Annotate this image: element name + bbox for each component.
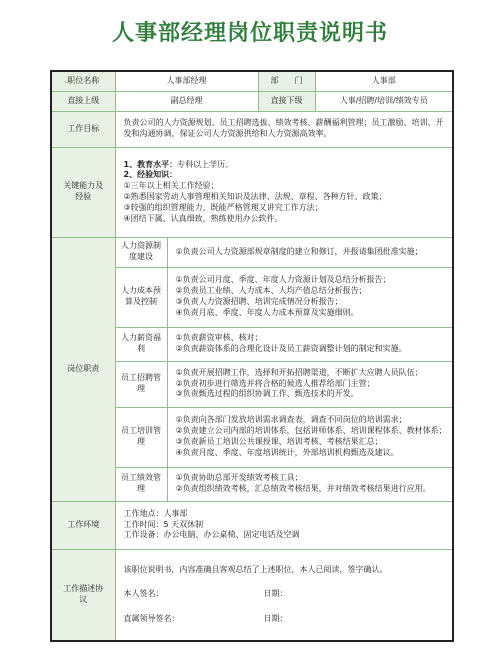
duty-item: ④负责月度、季度、年度培训统计，外部培训机构甄选及建议。: [175, 447, 399, 457]
agreement-content: [115, 549, 453, 641]
environment-time: 工作时间：5 天双休制: [123, 519, 204, 529]
environment-equipment: 工作设备：办公电脑、办公桌椅、固定电话及空调: [123, 530, 300, 540]
subordinate-label: 直接下级: [258, 91, 315, 111]
knowledge-title: 2、经验知识：: [123, 170, 178, 180]
duty-item: ③负责甄选过程的组织协调工作、甄选技术的开发。: [175, 389, 359, 399]
superior-value: 副总经理: [115, 91, 258, 111]
dept-value: 人事部: [315, 71, 453, 91]
duty-item: ①负责协助总部开发绩效考核工具；: [175, 473, 303, 483]
duty-group-name: 人力薪资福利: [115, 327, 167, 361]
agreement-label-text: 工作描述协议: [63, 583, 104, 604]
position-value: 人事部经理: [115, 71, 258, 91]
duty-group-items: [167, 267, 453, 327]
knowledge-item: ③较强的组织管理能力，既能严格管理又讲究工作方法；: [123, 202, 323, 212]
duty-group-name: 员工绩效管理: [115, 467, 167, 501]
duty-item: ①负责公司人力资源部规章制度的建立和修订，并报请集团批准实施；: [175, 246, 423, 256]
education-title: 1、教育水平：: [123, 159, 178, 169]
duty-group-name: 人力成本预算及控制: [115, 267, 167, 327]
duty-item: ②负责组织绩效考核，汇总绩效考核结果，并对绩效考核结果进行应用。: [175, 484, 431, 493]
duty-item: ④负责月底、季度、年度人力成本预算及实施细则。: [175, 307, 359, 317]
ability-content: [115, 147, 453, 237]
leader-date-label: 日期：: [263, 614, 288, 624]
self-signature-label: 本人签名：: [123, 589, 164, 599]
duty-item: ①负责向各部门发放培训需求调查表，调查不同岗位的培训需求；: [175, 415, 407, 425]
duty-item: ③负责新员工培训公共课授课、培训考核、考核结果汇总；: [175, 437, 383, 446]
duty-item: ②负责建立公司内部的培训体系，包括讲师体系、培训课程体系、教材体系；: [175, 426, 447, 436]
duty-group-name: 员工培训管理: [115, 407, 167, 467]
environment-label: 工作环境: [51, 501, 115, 549]
duty-item: ②负责薪资体系的合理化设计及员工薪资调整计划的制定和实施。: [175, 344, 407, 353]
environment-place: 工作地点：人事部: [123, 508, 188, 518]
duty-item: ①负责开展招聘工作，选择和开拓招聘渠道，不断扩大应聘人员队伍；: [175, 367, 423, 377]
goal-label: 工作目标: [51, 111, 115, 147]
duty-group-name: 员工招聘管理: [115, 361, 167, 407]
superior-label: 直接上级: [51, 91, 115, 111]
page-title: 人事部经理岗位职责说明书: [111, 21, 388, 46]
education-value: 专科以上学历。: [177, 159, 234, 169]
duty-group-items: [167, 467, 453, 501]
duty-item: ①负责薪资审核、核对；: [175, 333, 263, 343]
ability-label: [51, 147, 115, 237]
duties-label: 岗位职责: [51, 237, 115, 501]
duty-group-items: [167, 237, 453, 267]
position-label: 职位名称: [51, 71, 115, 91]
knowledge-item: ②熟悉国家劳动人事管理相关知识及法律、法规、章程、各种方针、政策；: [123, 192, 387, 201]
duty-item: ②负责员工业绩、人力成本、人均产值总结分析报告；: [175, 286, 367, 296]
environment-content: [115, 501, 453, 549]
leader-signature-row: [124, 614, 448, 625]
ability-label-text: 关键能力及经验: [63, 181, 104, 201]
duty-item: ③负责人力资源招聘、培训完成情况分析报告；: [175, 297, 343, 306]
duty-group-items: [167, 361, 453, 407]
signature-row: [124, 589, 448, 600]
self-date-label: 日期：: [263, 589, 288, 599]
agreement-statement: 该职位说明书，内容准确且客观总结了上述职位，本人已阅读，签字确认。: [123, 564, 388, 574]
knowledge-item: ④团结下属、认真细致，熟练使用办公软件。: [123, 213, 283, 223]
job-description-table: [50, 70, 454, 642]
duty-group-items: [167, 327, 453, 361]
goal-text: 负责公司的人力资源规划、员工招聘选拔、绩效考核、薪酬福利管理；员工激励、培训、开发和沟通协调，保证公司人力资源供给和人力资源高效率。: [115, 111, 453, 147]
education-line: [124, 160, 448, 171]
subordinate-value: 人事/招聘/培训/绩效专员: [315, 91, 453, 111]
knowledge-item: ①三年以上相关工作经验；: [123, 181, 219, 191]
dept-label: 部 门: [258, 71, 315, 91]
duty-item: ②负责初步进行筛选并将合格的候选人推荐给部门主管；: [175, 378, 375, 388]
agreement-label: [51, 549, 115, 641]
duty-group-name: 人力资源制度建设: [115, 237, 167, 267]
duty-group-items: [167, 407, 453, 467]
duty-item: ①负责公司月度、季度、年度人力资源计划及总结分析报告；: [175, 275, 391, 285]
leader-signature-label: 直属领导签名：: [123, 614, 180, 624]
